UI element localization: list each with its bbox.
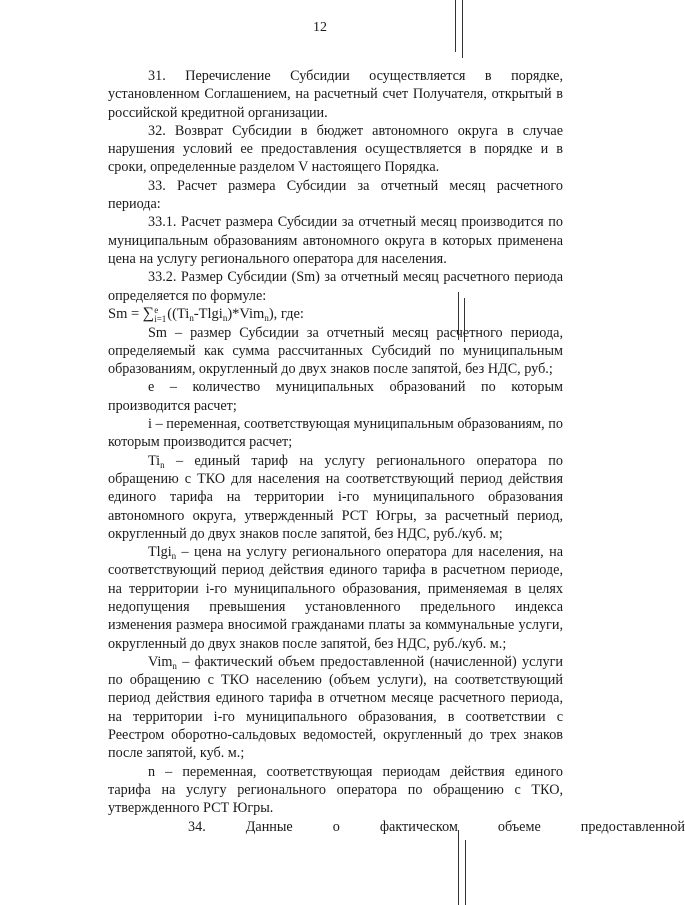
formula-lhs: Sm = [108, 305, 143, 322]
formula-sub-n: n [222, 312, 228, 323]
definition-sm: Sm – размер Субсидии за отчетный месяц расчетного периода, определяемый как сумма рассчитанных Субсидий по муниципальным образованиям, округленный до двух знаков после запятой, без НДС, руб.; [108, 324, 563, 378]
last-line-word: предоставленной [580, 818, 685, 835]
paragraph-33-2: 33.2. Размер Субсидии (Sm) за отчетный месяц расчетного периода определяется по формуле: [108, 269, 563, 304]
symbol-sub: n [171, 551, 177, 562]
definition-tin [108, 452, 563, 543]
scan-line-top [455, 0, 456, 52]
definition-vim [108, 653, 563, 763]
document-body [108, 67, 685, 836]
definition-text: – цена на услугу регионального оператора для населения, на соответствующий период действия единого тарифа в расчетном периоде, на территории i-го муниципального образования, применяемая в целях недопущения превышения установленного предельного индекса изменения размера вносимой гражданами платы за коммунальные услуги, округленный до двух знаков после запятой, без НДС, руб./куб. м.; [108, 544, 563, 652]
symbol-ti: Ti [148, 452, 161, 469]
formula-sum-limits [154, 306, 166, 324]
formula-lower-limit: i=1 [154, 313, 167, 324]
symbol-sub: n [172, 660, 177, 671]
scan-line-bottom [458, 830, 459, 905]
symbol-tlgi: Tlgi [148, 544, 172, 561]
last-line-word: 34. [188, 818, 206, 835]
subsidy-formula [108, 305, 563, 324]
page-number: 12 [313, 20, 327, 35]
symbol-vim: Vim [148, 653, 173, 670]
formula-sub-n: n [189, 312, 194, 323]
last-line-word: о [332, 818, 340, 835]
definition-n: n – переменная, соответствующая периодам действия единого тарифа на услугу регионального оператора по обращению с ТКО, утвержденного РСТ Югры. [108, 763, 563, 817]
formula-ti: ((Ti [167, 305, 190, 322]
paragraph-34-start [108, 818, 685, 836]
definition-text: – фактический объем предоставленной (начисленной) услуги по обращению с ТКО населению (объем услуги), на соответствующий период действия единого тарифа в отчетном месяце расчетного периода, на территории i-го муниципального образования, в соответствии с Реестром оборотно-сальдовых ведомостей, округленный до трех знаков после запятой, куб. м.; [108, 653, 563, 762]
paragraph-31: 31. Перечисление Субсидии осуществляется в порядке, установленном Соглашением, на расчетный счет Получателя, открытый в российской кредитной организации. [108, 68, 563, 121]
formula-vim: )*Vim [227, 305, 265, 322]
scan-line-top-2 [462, 0, 463, 58]
last-line-word: фактическом [379, 818, 458, 835]
definition-text: – единый тариф на услугу регионального оператора по обращению с ТКО для населения на соответствующий период действия единого тарифа на территории i-го муниципального образования автономного округа, утвержденный РСТ Югры, за расчетный период, округленный до двух знаков после запятой, без НДС, руб./куб. м; [108, 452, 563, 542]
formula-tlgi: -Tlgi [193, 305, 223, 322]
definition-tlgi [108, 543, 563, 653]
paragraph-32: 32. Возврат Субсидии в бюджет автономного округа в случае нарушения условий ее предоставления осуществляется в порядке и в сроки, определенные разделом V настоящего Порядка. [108, 122, 563, 176]
last-line-word: Данные [245, 818, 293, 835]
formula-sub-n: n [264, 312, 269, 323]
last-line-word: объеме [497, 818, 541, 835]
formula-sum-sign: ∑ [142, 304, 155, 322]
paragraph-33: 33. Расчет размера Субсидии за отчетный месяц расчетного периода: [108, 177, 563, 213]
paragraph-33-1: 33.1. Расчет размера Субсидии за отчетный месяц производится по муниципальным образованиям автономного округа в которых применена цена на услугу регионального оператора для населения. [108, 214, 563, 267]
scan-line-bottom-2 [465, 840, 466, 905]
formula-upper-limit: e [154, 304, 159, 315]
definition-e: e – количество муниципальных образований по которым производится расчет; [108, 379, 563, 414]
symbol-sub: n [160, 459, 165, 470]
formula-tail: ), где: [268, 305, 304, 322]
definition-i: i – переменная, соответствующая муниципальным образованиям, по которым производится расчет; [108, 416, 563, 451]
